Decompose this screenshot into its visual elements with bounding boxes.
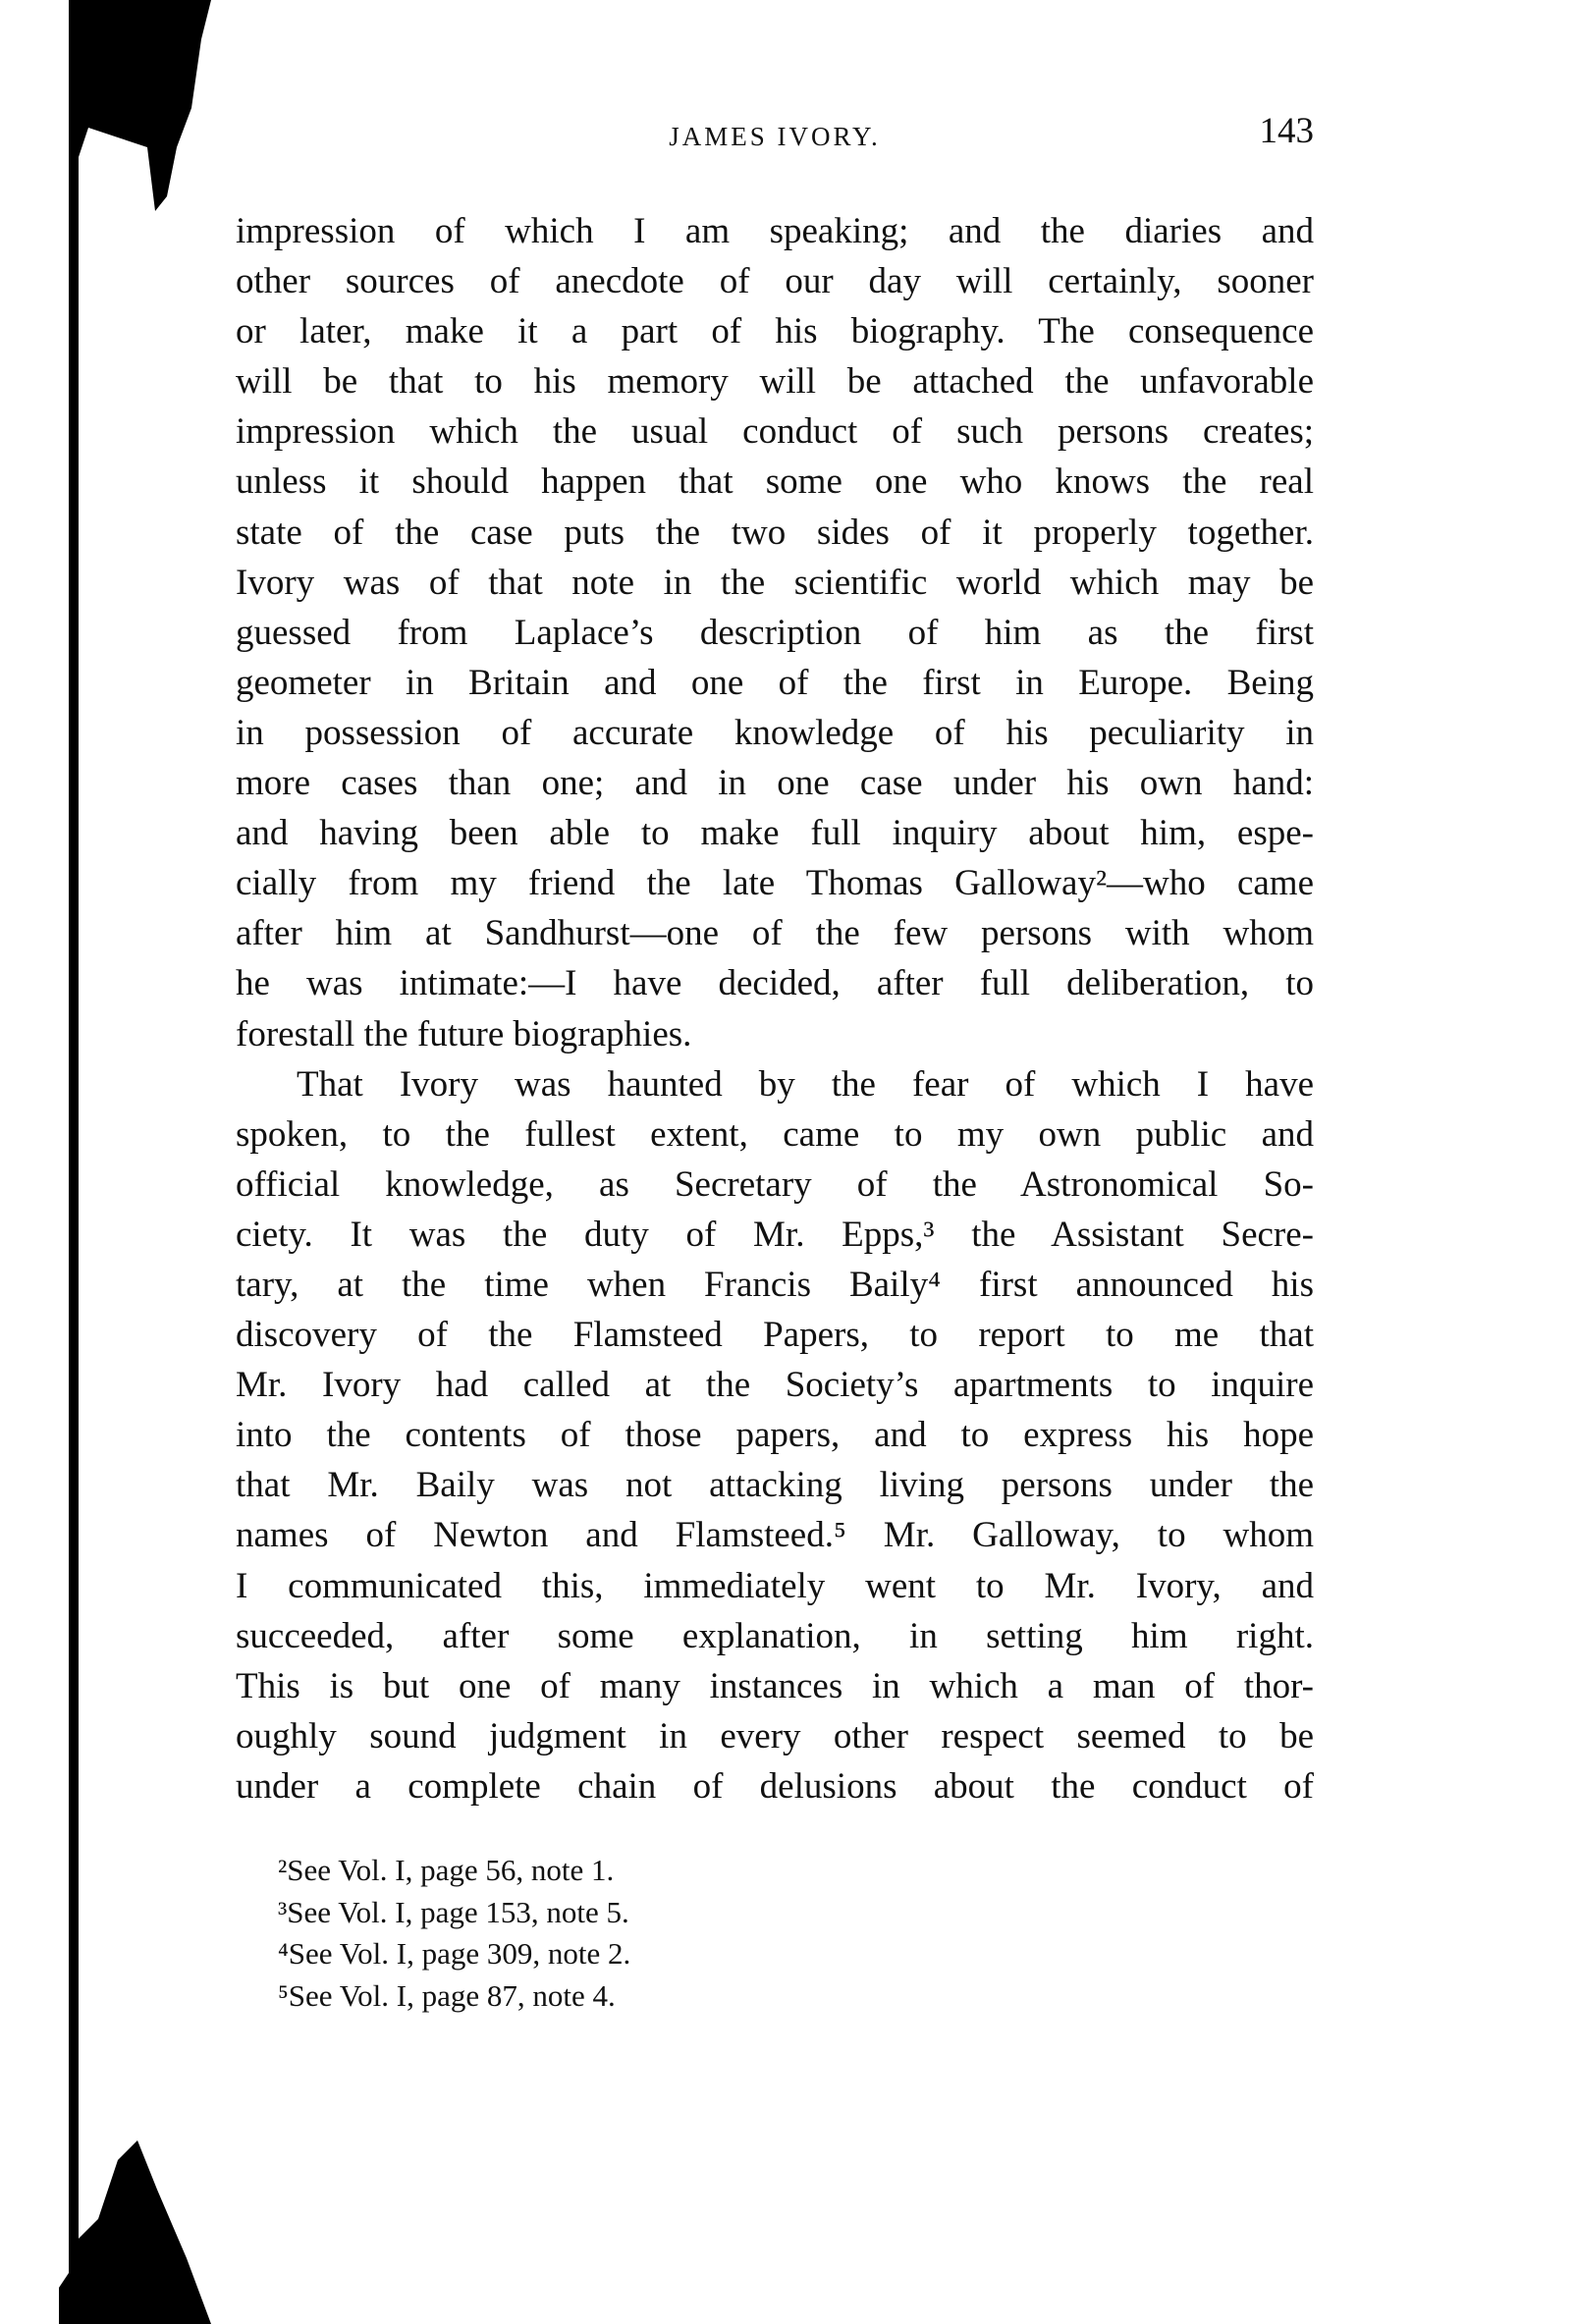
text-line: official knowledge, as Secretary of the Astronomical So-: [236, 1163, 1314, 1205]
text-line: ciety. It was the duty of Mr. Epps,³ the Assistant Secre-: [236, 1214, 1314, 1255]
text-line: impression which the usual conduct of such persons creates;: [236, 411, 1314, 453]
footnote: ²See Vol. I, page 56, note 1.: [278, 1853, 615, 1887]
text-line: into the contents of those papers, and to express his hope: [236, 1415, 1314, 1456]
text-line: spoken, to the fullest extent, came to my own public and: [236, 1113, 1314, 1155]
text-line: cially from my friend the late Thomas Galloway²—who came: [236, 863, 1314, 904]
text-line: that Mr. Baily was not attacking living persons under the: [236, 1465, 1314, 1506]
text-line: geometer in Britain and one of the first in Europe. Being: [236, 662, 1314, 703]
text-line: This is but one of many instances in which a man of thor-: [236, 1665, 1314, 1706]
text-line: other sources of anecdote of our day will certainly, sooner: [236, 261, 1314, 302]
page-number: 143: [1259, 111, 1314, 151]
footnote: ⁴See Vol. I, page 309, note 2.: [278, 1936, 631, 1972]
text-line: I communicated this, immediately went to Mr. Ivory, and: [236, 1565, 1314, 1606]
text-line: or later, make it a part of his biography. The consequence: [236, 311, 1314, 352]
text-line: guessed from Laplace’s description of him as the first: [236, 612, 1314, 653]
text-line: Ivory was of that note in the scientific world which may be: [236, 562, 1314, 603]
footnotes: [278, 1850, 630, 2017]
text-line: state of the case puts the two sides of it properly together.: [236, 512, 1314, 553]
text-line: more cases than one; and in one case under his own hand:: [236, 763, 1314, 804]
text-line: discovery of the Flamsteed Papers, to report to me that: [236, 1315, 1314, 1356]
running-title: JAMES IVORY.: [669, 122, 881, 151]
text-line: names of Newton and Flamsteed.⁵ Mr. Galloway, to whom: [236, 1515, 1314, 1556]
text-line: forestall the future biographies.: [236, 1013, 692, 1054]
text-line: Mr. Ivory had called at the Society’s apartments to inquire: [236, 1365, 1314, 1406]
text-line: will be that to his memory will be attached the unfavorable: [236, 361, 1314, 403]
text-line: in possession of accurate knowledge of his peculiarity in: [236, 712, 1314, 753]
text-line: he was intimate:—I have decided, after full deliberation, to: [236, 963, 1314, 1004]
text-line: impression of which I am speaking; and the diaries and: [236, 211, 1314, 251]
running-head: [236, 110, 1314, 159]
text-line: oughly sound judgment in every other respect seemed to be: [236, 1715, 1314, 1757]
page-binding-shadow: [0, 0, 236, 2324]
body-text: [236, 206, 1314, 1811]
text-line: after him at Sandhurst—one of the few persons with whom: [236, 913, 1314, 954]
text-line: and having been able to make full inquiry about him, espe-: [236, 813, 1314, 854]
text-line: under a complete chain of delusions about the conduct of: [236, 1765, 1314, 1807]
text-line: That Ivory was haunted by the fear of which I have: [297, 1063, 1314, 1105]
footnote: ⁵See Vol. I, page 87, note 4.: [278, 1977, 616, 2013]
text-line: succeeded, after some explanation, in setting him right.: [236, 1615, 1314, 1656]
footnote: ³See Vol. I, page 153, note 5.: [278, 1894, 629, 1929]
text-line: tary, at the time when Francis Baily⁴ first announced his: [236, 1264, 1314, 1305]
text-line: unless it should happen that some one who knows the real: [236, 461, 1314, 503]
